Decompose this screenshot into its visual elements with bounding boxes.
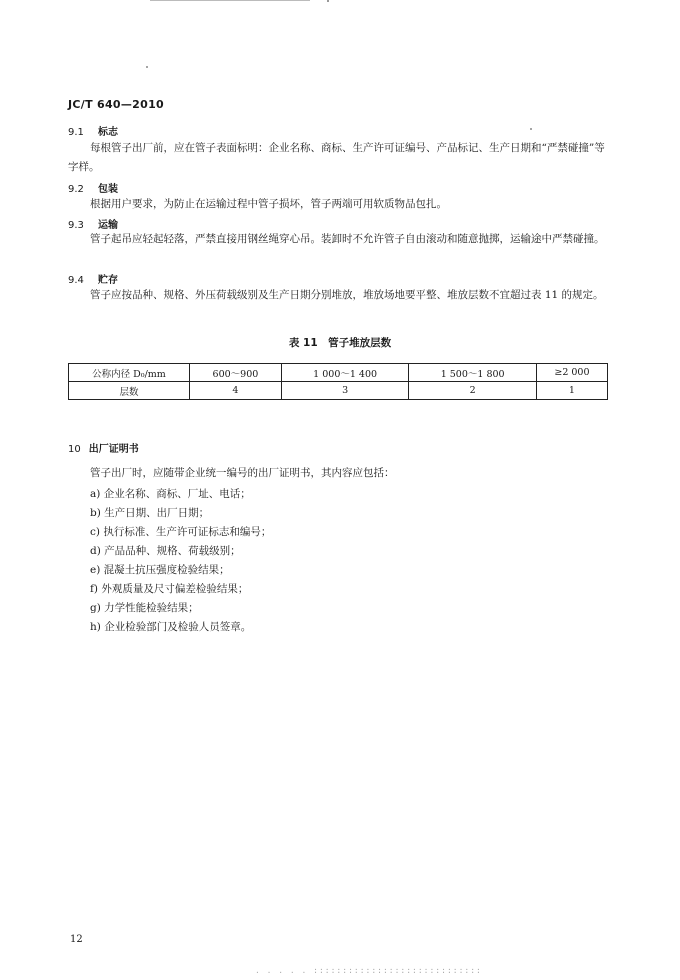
scan-speck (146, 66, 148, 68)
scan-speck (530, 128, 532, 130)
standard-code: JC/T 640—2010 (68, 98, 164, 111)
page-number: 12 (70, 934, 83, 945)
section-title: 运输 (98, 220, 118, 231)
top-edge-mark (327, 0, 329, 2)
section-10-heading (68, 440, 139, 455)
section-9-4-text: 管子应按品种、规格、外压荷载级别及生产日期分别堆放，堆放场地要平整、堆放层数不宜超过表 11 的规定。 (90, 289, 604, 301)
list-item: c) 执行标准、生产许可证标志和编号； (90, 526, 272, 538)
section-10-intro: 管子出厂时，应随带企业统一编号的出厂证明书，其内容应包括： (90, 467, 395, 479)
list-item: a) 企业名称、商标、厂址、电话； (90, 488, 251, 500)
scan-edge-marks: . . . . . ::::::::::::::::::::::::::::: (255, 966, 482, 975)
list-item: h) 企业检验部门及检验人员签章。 (90, 621, 252, 633)
table-title: 表 11 管子堆放层数 (288, 337, 392, 349)
section-number: 9.2 (68, 184, 84, 195)
list-item: e) 混凝土抗压强度检验结果； (90, 564, 230, 576)
section-number: 9.3 (68, 220, 84, 231)
diameter-cell: 600～900 (190, 364, 282, 382)
diameter-cell: ≥2 000 (536, 364, 607, 382)
section-9-1-heading (68, 123, 118, 138)
section-9-2-heading (68, 180, 118, 195)
layers-cell: 1 (536, 382, 607, 400)
section-title: 出厂证明书 (88, 444, 139, 455)
layers-cell: 3 (281, 382, 409, 400)
section-title: 包装 (98, 184, 118, 195)
section-9-3-text: 管子起吊应轻起轻落，严禁直接用钢丝绳穿心吊。装卸时不允许管子自由滚动和随意抛掷，运输途中严禁碰撞。 (90, 233, 605, 245)
top-edge-rule (150, 0, 310, 2)
diameter-cell: 1 000～1 400 (281, 364, 409, 382)
section-9-4-heading (68, 271, 118, 286)
table-row (69, 382, 608, 400)
section-number: 10 (68, 444, 81, 455)
section-number: 9.1 (68, 127, 84, 138)
section-title: 贮存 (98, 275, 118, 286)
list-item: b) 生产日期、出厂日期； (90, 507, 210, 519)
table-row (69, 364, 608, 382)
section-9-3-heading (68, 216, 118, 231)
section-9-2-text: 根据用户要求，为防止在运输过程中管子损坏，管子两端可用软质物品包扎。 (90, 198, 447, 210)
diameter-cell: 1 500～1 800 (409, 364, 537, 382)
section-title: 标志 (98, 127, 118, 138)
row-header-layers: 层数 (69, 382, 190, 400)
layers-cell: 4 (190, 382, 282, 400)
section-number: 9.4 (68, 275, 84, 286)
list-item: g) 力学性能检验结果； (90, 602, 199, 614)
section-9-1-text: 每根管子出厂前，应在管子表面标明：企业名称、商标、生产许可证编号、产品标记、生产日期和“严禁碰撞”等字样。 (68, 142, 605, 173)
row-header-diameter: 公称内径 D₀/mm (69, 364, 190, 382)
list-item: f) 外观质量及尺寸偏差检验结果； (90, 583, 249, 595)
layers-cell: 2 (409, 382, 537, 400)
stacking-layers-table (68, 363, 608, 400)
list-item: d) 产品品种、规格、荷载级别； (90, 545, 241, 557)
